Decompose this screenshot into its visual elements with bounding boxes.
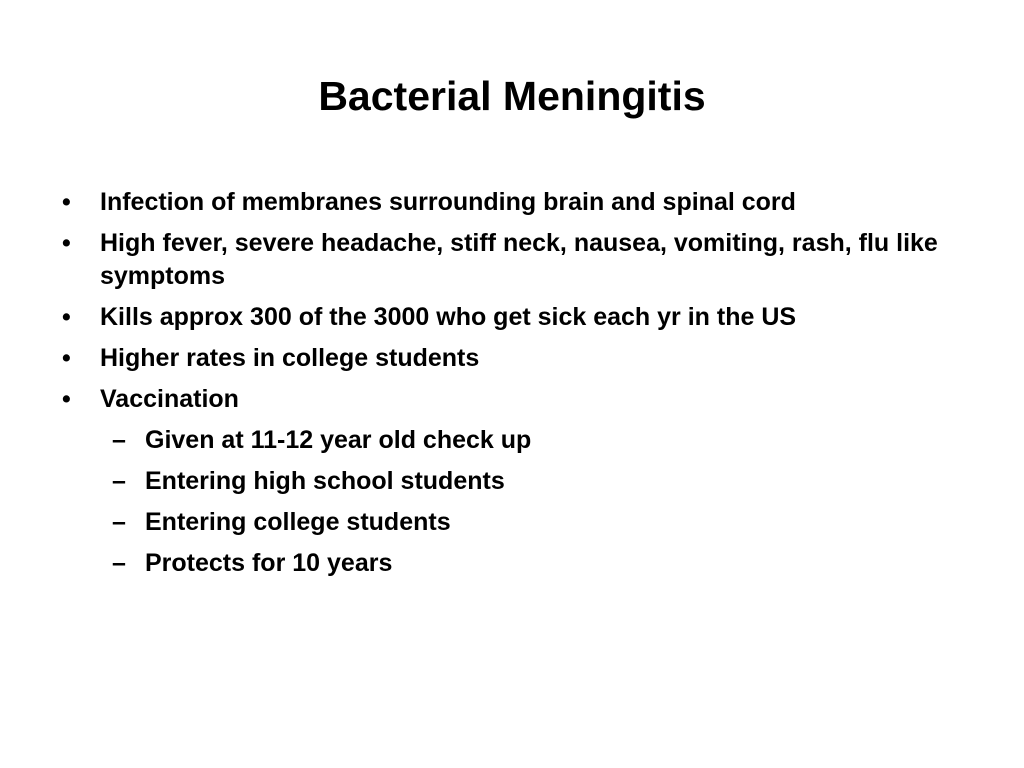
- bullet-item: [62, 186, 992, 219]
- bullet-list: [62, 186, 992, 588]
- bullet-marker: •: [62, 229, 71, 257]
- slide-title: Bacterial Meningitis: [318, 73, 706, 119]
- bullet-item: [62, 301, 992, 334]
- bullet-text: Infection of membranes surrounding brain and spinal cord: [100, 188, 796, 216]
- sub-bullet-item: [62, 506, 992, 539]
- sub-bullet-item: [62, 465, 992, 498]
- sub-bullet-text: Given at 11-12 year old check up: [145, 426, 532, 454]
- bullet-marker: •: [62, 344, 71, 372]
- bullet-item: [62, 227, 992, 293]
- bullet-marker: •: [62, 303, 71, 331]
- bullet-text: High fever, severe headache, stiff neck, nausea, vomiting, rash, flu like symptoms: [100, 229, 938, 290]
- bullet-text: Higher rates in college students: [100, 344, 480, 372]
- sub-bullet-marker: –: [112, 549, 126, 577]
- sub-bullet-marker: –: [112, 508, 126, 536]
- bullet-item: [62, 383, 992, 416]
- bullet-marker: •: [62, 188, 71, 216]
- sub-bullet-item: [62, 424, 992, 457]
- bullet-item: [62, 342, 992, 375]
- sub-bullet-item: [62, 547, 992, 580]
- bullet-text: Kills approx 300 of the 3000 who get sick each yr in the US: [100, 303, 797, 331]
- sub-bullet-marker: –: [112, 426, 126, 454]
- sub-bullet-text: Protects for 10 years: [145, 549, 393, 577]
- bullet-marker: •: [62, 385, 71, 413]
- sub-bullet-marker: –: [112, 467, 126, 495]
- bullet-text: Vaccination: [100, 385, 239, 413]
- sub-bullet-text: Entering college students: [145, 508, 451, 536]
- sub-bullet-text: Entering high school students: [145, 467, 505, 495]
